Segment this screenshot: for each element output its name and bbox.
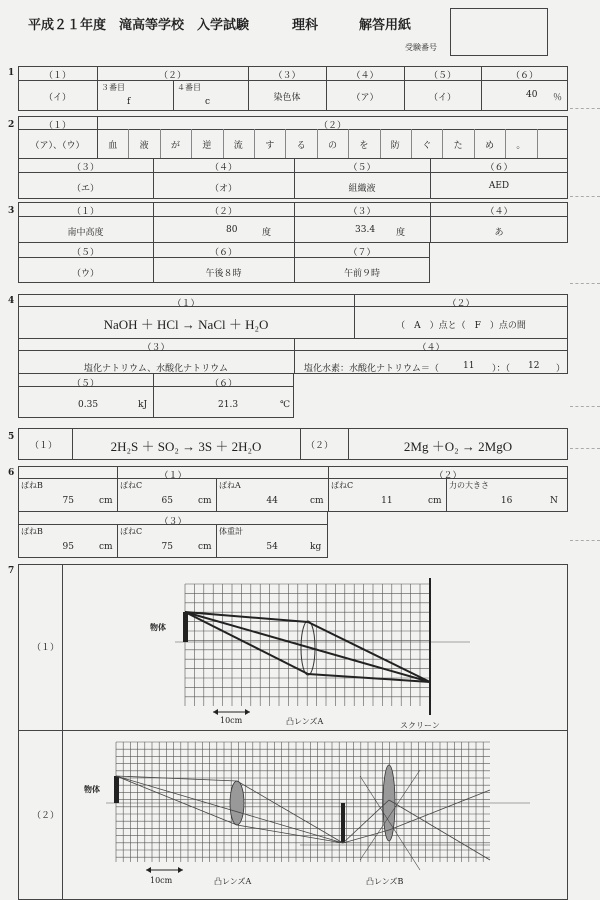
q2-answer-3: （エ） [71, 184, 99, 194]
q2-label-6: （６） [485, 163, 513, 173]
q4-answer-3: 塩化ナトリウム、水酸化ナトリウム [83, 364, 229, 374]
q3-number: 3 [8, 206, 15, 216]
q6-cell-value: 65 [161, 496, 173, 506]
q3-label-3: （３） [348, 207, 376, 217]
q1-label-3: （３） [273, 71, 301, 81]
q1-label-5: （５） [428, 71, 456, 81]
q2-answer-1: （ア）、（ウ） [30, 141, 85, 151]
object-label-2: 物体 [84, 784, 100, 794]
q2-answer-5: 組織液 [348, 184, 376, 194]
q4-answer-1: NaOH ＋ HCl → NaCl ＋ H₂O [103, 317, 269, 332]
q5-number: 5 [8, 432, 15, 442]
q6-cell-unit: kg [310, 542, 322, 552]
q6-cell-name: ばねB [21, 481, 43, 490]
q1-label-1: （１） [43, 71, 71, 81]
q6-cell-value: 11 [381, 496, 393, 506]
subject-label: 理科 [292, 18, 319, 33]
q2-label-5: （５） [348, 163, 376, 173]
q2-answer-2-char: が [170, 141, 180, 151]
sheet-label: 解答用紙 [359, 18, 412, 33]
q4-label-4: （４） [417, 343, 445, 353]
q3-label-4: （４） [485, 207, 513, 217]
q6-cell-value: 95 [62, 542, 74, 552]
q3-label-7: （７） [348, 248, 376, 258]
q7-label-2: （２） [32, 811, 60, 821]
q5-label-2: （２） [306, 441, 334, 451]
q6-cell-name: 体重計 [219, 527, 243, 536]
q6-cell-value: 16 [500, 496, 513, 506]
q6-cell-name: 力の大きさ [449, 481, 489, 490]
q2-answer-2-char: 逆 [202, 141, 212, 151]
q4-answer-4-suffix: ） [556, 364, 566, 374]
q3-answer-7: 午前９時 [343, 269, 380, 279]
q3-answer-5: （ウ） [71, 269, 99, 279]
q6-cell-name: ばねC [120, 481, 143, 490]
scale-label-2: 10cm [150, 876, 173, 885]
q7-label-1: （１） [32, 643, 60, 653]
q2-answer-2-char: め [484, 141, 494, 151]
lens-label-1: 凸レンズA [286, 717, 324, 726]
q1-answer-4: （ア） [351, 93, 379, 103]
q6-cell-value: 75 [161, 542, 173, 552]
q1-number: 1 [8, 68, 15, 78]
q1-label-6: （６） [510, 71, 538, 81]
q6-cell-unit: cm [99, 496, 113, 506]
q6-cell-unit: cm [99, 542, 113, 552]
q2-label-1: （１） [43, 121, 71, 131]
q6-cell-value: 44 [266, 496, 278, 506]
q6-cell-name: ばねB [21, 527, 43, 536]
q3-label-5: （５） [71, 248, 99, 258]
q1-answer-6-unit: ％ [553, 93, 563, 103]
q2-answer-2-char: 液 [139, 141, 149, 151]
q4-answer-6-unit: ℃ [280, 400, 291, 410]
q6-cell-name: ばねC [331, 481, 354, 490]
q3-answer-3-unit: 度 [396, 228, 406, 238]
q4-label-1: （１） [172, 299, 200, 309]
q4-label-5: （５） [71, 379, 99, 389]
q3-label-6: （６） [209, 248, 237, 258]
q1-answer-2-third-label: ３番目 [101, 83, 125, 92]
q3-answer-4: あ [494, 228, 504, 238]
q4-answer-5: 0.35 [78, 400, 99, 410]
q2-answer-2-char: 流 [233, 141, 243, 151]
q2-label-2: （２） [318, 121, 346, 131]
scale-label-1: 10cm [220, 716, 243, 725]
q5-label-1: （１） [30, 441, 58, 451]
q4-answer-2: （ A ）点と（ F ）点の間 [396, 321, 526, 331]
q1-answer-1: （イ） [43, 93, 71, 103]
q1-answer-2-fourth-label: ４番目 [177, 83, 201, 92]
q2-label-4: （４） [209, 163, 237, 173]
q2-answer-2-char: 。 [516, 141, 526, 151]
image-bar-2 [341, 803, 345, 843]
q4-label-6: （６） [209, 379, 237, 389]
screen-label-1: スクリーン [400, 721, 440, 730]
q3-answer-2-unit: 度 [262, 228, 272, 238]
q4-number: 4 [8, 296, 15, 306]
q3-label-2: （２） [209, 207, 237, 217]
q4-answer-5-unit: kJ [138, 400, 148, 410]
q3-answer-3: 33.4 [355, 225, 376, 235]
lens-label-2b: 凸レンズB [366, 877, 404, 886]
lens-label-2a: 凸レンズA [214, 877, 252, 886]
q2-answer-2-char: ぐ [422, 141, 432, 151]
q4-answer-4-prefix: 塩化水素：水酸化ナトリウム＝（ [304, 364, 439, 374]
q2-answer-2-char: 血 [108, 141, 118, 151]
q6-cell-unit: cm [310, 496, 324, 506]
q4-answer-4-value1: 11 [463, 361, 475, 371]
q6-label-3: （３） [159, 517, 187, 527]
q2-answer-2-char: た [453, 141, 463, 151]
q4-label-2: （２） [447, 299, 475, 309]
q2-answer-2-char: る [296, 141, 306, 151]
exam-title: 平成２１年度 滝高等学校 入学試験 [28, 18, 250, 33]
lens-a-2 [230, 781, 244, 825]
q2-number: 2 [8, 120, 15, 130]
q4-answer-4-value2: 12 [528, 361, 540, 371]
q6-cell-unit: cm [198, 496, 212, 506]
q6-cell-value: 75 [62, 496, 74, 506]
q6-cell-value: 54 [266, 542, 278, 552]
q6-cell-name: ばねC [120, 527, 143, 536]
q3-answer-1: 南中高度 [67, 228, 104, 238]
q1-label-4: （４） [351, 71, 379, 81]
q6-number: 6 [8, 468, 15, 478]
q3-answer-2: 80 [226, 225, 238, 235]
q6-cell-unit: cm [428, 496, 442, 506]
q6-cell-unit: N [550, 496, 558, 506]
q4-label-3: （３） [142, 343, 170, 353]
q6-label-2: （２） [434, 471, 462, 481]
q3-label-1: （１） [71, 207, 99, 217]
q2-label-3: （３） [71, 163, 99, 173]
q5-answer-2: 2Mg ＋O₂ → 2MgO [403, 439, 513, 454]
q1-answer-2-fourth: c [205, 97, 211, 107]
q3-answer-6: 午後８時 [205, 269, 242, 279]
q2-answer-2-char: を [359, 141, 369, 151]
q1-answer-2-third: f [127, 97, 131, 107]
object-bar-2 [114, 776, 119, 803]
q2-answer-6: AED [488, 181, 510, 191]
q1-label-2: （２） [158, 71, 186, 81]
q2-answer-2-char: の [327, 141, 337, 151]
q1-answer-6: 40 [526, 90, 538, 100]
q2-answer-4: （オ） [209, 184, 237, 194]
exam-number-label: 受験番号 [405, 43, 437, 52]
object-bar-1 [183, 612, 188, 642]
q7-number: 7 [8, 566, 15, 576]
q2-answer-2-char: す [265, 141, 275, 151]
q4-answer-4-mid: ）：（ [492, 364, 511, 374]
q1-answer-5: （イ） [428, 93, 456, 103]
q4-answer-6: 21.3 [218, 400, 239, 410]
q6-cell-name: ばねA [219, 481, 241, 490]
q6-label-1: （１） [159, 471, 187, 481]
q2-answer-2-char: 防 [390, 141, 400, 151]
q1-answer-3: 染色体 [273, 93, 301, 103]
object-label-1: 物体 [150, 622, 166, 632]
q6-cell-unit: cm [198, 542, 212, 552]
q5-answer-1: 2H₂S ＋ SO₂ → 3S ＋ 2H₂O [110, 439, 262, 454]
